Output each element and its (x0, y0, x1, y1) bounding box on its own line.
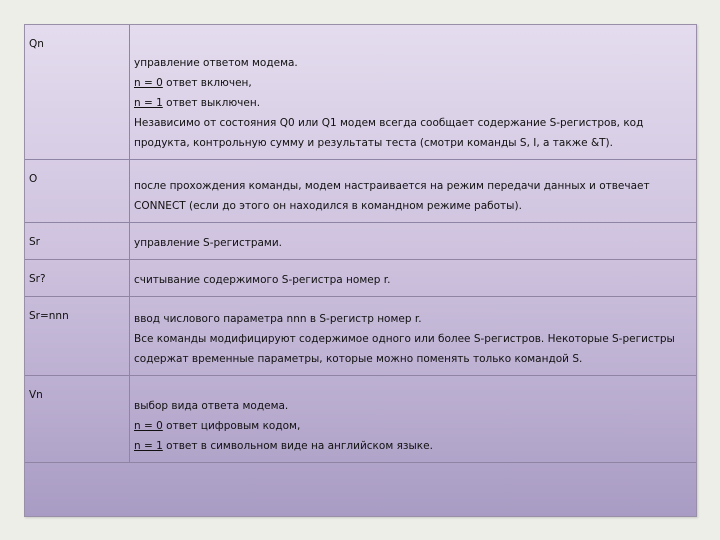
description-line: ввод числового параметра nnn в S-регистр номер r. (134, 313, 422, 325)
command-cell: O (25, 160, 130, 223)
command-cell: Sr=nnn (25, 297, 130, 376)
description-line: выбор вида ответа модема. (134, 400, 289, 412)
param-value: n = 1 (134, 97, 163, 109)
description-line: управление S-регистрами. (134, 237, 283, 249)
param-description: ответ выключен. (162, 97, 261, 109)
description-line (134, 93, 696, 113)
description-cell (130, 223, 697, 260)
description-cell (130, 260, 697, 297)
param-value: n = 0 (134, 420, 163, 432)
table-row-sr-query (25, 260, 696, 297)
table-row-sr (25, 223, 696, 260)
command-table (25, 25, 696, 463)
description-line: CONNECT (если до этого он находился в командном режиме работы). (134, 200, 522, 212)
param-value: n = 0 (134, 77, 163, 89)
description-line (134, 436, 696, 456)
command-cell: Sr (25, 223, 130, 260)
command-cell: Sr? (25, 260, 130, 297)
description-line: продукта, контрольную сумму и результаты теста (смотри команды S, I, а также &T). (134, 137, 613, 149)
table-row-o (25, 160, 696, 223)
param-description: ответ цифровым кодом, (162, 420, 301, 432)
description-cell (130, 376, 697, 463)
description-line (134, 73, 696, 93)
description-line: управление ответом модема. (134, 57, 298, 69)
command-cell: Vn (25, 376, 130, 463)
description-line: Независимо от состояния Q0 или Q1 модем всегда сообщает содержание S-регистров, код (134, 117, 644, 129)
command-cell: Qn (25, 25, 130, 160)
description-line: содержат временные параметры, которые можно поменять только командой S. (134, 353, 583, 365)
description-line (134, 416, 696, 436)
table-row-vn (25, 376, 696, 463)
table-row-qn (25, 25, 696, 160)
description-line: Все команды модифицируют содержимое одного или более S-регистров. Некоторые S-регистры (134, 333, 675, 345)
param-description: ответ в символьном виде на английском языке. (162, 440, 433, 452)
description-cell (130, 297, 697, 376)
description-cell (130, 160, 697, 223)
description-line: считывание содержимого S-регистра номер r. (134, 274, 391, 286)
table-row-sr-set (25, 297, 696, 376)
description-cell (130, 25, 697, 160)
description-line: после прохождения команды, модем настраивается на режим передачи данных и отвечает (134, 180, 650, 192)
param-value: n = 1 (134, 440, 163, 452)
slide-panel (24, 24, 697, 517)
param-description: ответ включен, (162, 77, 252, 89)
